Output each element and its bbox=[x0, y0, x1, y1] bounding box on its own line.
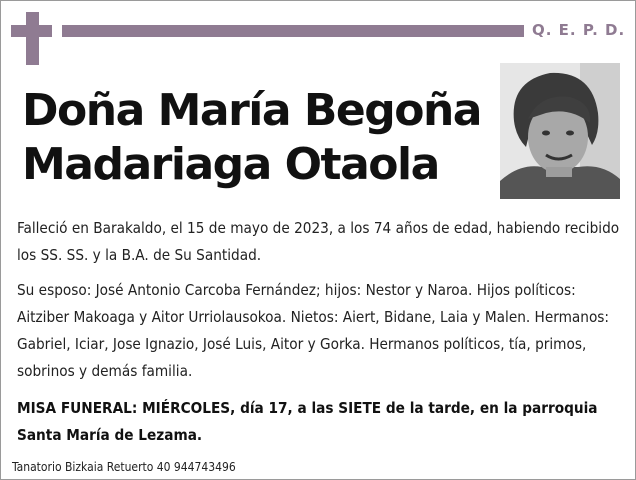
death-notice-text: Falleció en Barakaldo, el 15 de mayo de 2023, a los 74 años de edad, habiendo recibido los SS. SS. y la B.A. de Su Santidad. bbox=[17, 219, 620, 264]
cross-icon bbox=[26, 12, 39, 65]
qepd-label: Q. E. P. D. bbox=[532, 21, 626, 39]
deceased-name bbox=[22, 84, 492, 192]
portrait-icon bbox=[500, 63, 620, 199]
header-bar bbox=[62, 25, 524, 37]
portrait-photo bbox=[500, 63, 620, 199]
cross-icon-arm bbox=[11, 25, 52, 37]
funeral-text: MISA FUNERAL: MIÉRCOLES, día 17, a las SIETE de la tarde, en la parroquia Santa María de Lezama. bbox=[17, 399, 598, 444]
funeral-home-footer: Tanatorio Bizkaia Retuerto 40 944743496 bbox=[12, 460, 236, 474]
deceased-name-line1: Doña María Begoña bbox=[22, 85, 481, 136]
family-text: Su esposo: José Antonio Carcoba Fernández; hijos: Nestor y Naroa. Hijos políticos: Aitziber Makoaga y Aitor Urriolausokoa. Nietos: Aiert, Bidane, Laia y Malen. Hermanos: Gabriel, Iciar, Jose Ignazio, José Luis, Aitor y Gorka. Hermanos políticos, tía, primos, sobrinos y demás familia. bbox=[17, 281, 610, 380]
deceased-name-line2: Madariaga Otaola bbox=[22, 139, 439, 190]
